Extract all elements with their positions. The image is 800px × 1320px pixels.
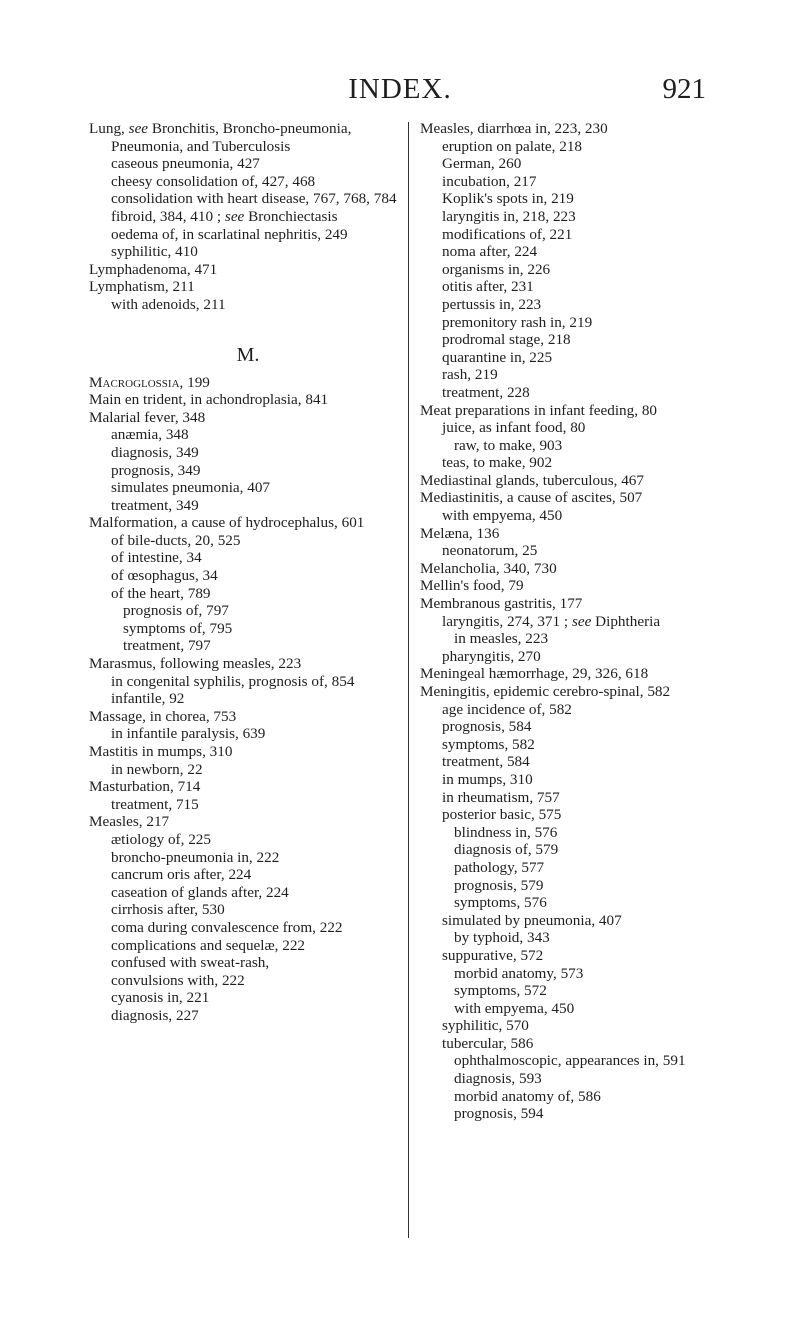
right-entries — [420, 120, 738, 1123]
index-entry: diagnosis, 227 — [111, 1006, 199, 1024]
index-entry: simulates pneumonia, 407 — [111, 479, 271, 497]
index-entry: suppurative, 572 — [442, 946, 544, 964]
index-entry: Malformation, a cause of hydrocephalus, 601 — [89, 514, 365, 532]
index-entry: with empyema, 450 — [442, 507, 563, 525]
index-entry: caseous pneumonia, 427 — [111, 155, 260, 173]
index-entry: of œsophagus, 34 — [111, 567, 218, 585]
index-entry: symptoms, 572 — [454, 982, 547, 1000]
index-entry: cancrum oris after, 224 — [111, 866, 252, 884]
index-entry: blindness in, 576 — [454, 823, 558, 841]
index-entry: in mumps, 310 — [442, 770, 533, 788]
index-entry: prognosis, 579 — [454, 876, 544, 894]
column-divider — [408, 122, 409, 1238]
index-entry: morbid anatomy of, 586 — [454, 1087, 601, 1105]
index-entry: premonitory rash in, 219 — [442, 313, 593, 331]
index-entry: of the heart, 789 — [111, 584, 211, 602]
index-entry: complications and sequelæ, 222 — [111, 936, 306, 954]
index-entry: cheesy consolidation of, 427, 468 — [111, 172, 316, 190]
index-entry: treatment, 228 — [442, 383, 530, 401]
index-entry: Mastitis in mumps, 310 — [89, 743, 233, 760]
index-entry: Mediastinal glands, tuberculous, 467 — [420, 471, 644, 489]
index-entry: Meningitis, epidemic cerebro-spinal, 582 — [420, 683, 671, 700]
index-entry: prognosis, 349 — [111, 461, 201, 479]
index-entry: rash, 219 — [442, 366, 498, 384]
index-entry: treatment, 797 — [123, 637, 211, 655]
left-column — [89, 120, 407, 1025]
index-entry: ophthalmoscopic, appearances in, 591 — [454, 1052, 686, 1070]
index-entry: in infantile paralysis, 639 — [111, 725, 266, 743]
entry-text-part: fibroid, 384, 410 ; — [111, 207, 225, 225]
index-entry: morbid anatomy, 573 — [454, 964, 584, 982]
index-entry: treatment, 715 — [111, 795, 199, 813]
index-entry: oedema of, in scarlatinal nephritis, 249 — [111, 225, 348, 243]
index-entry: Marasmus, following measles, 223 — [89, 655, 302, 673]
index-entry: with empyema, 450 — [454, 999, 575, 1017]
index-entry: prognosis of, 797 — [123, 602, 229, 620]
index-entry: teas, to make, 902 — [442, 454, 553, 472]
index-entry — [89, 208, 407, 226]
index-entry: symptoms of, 795 — [123, 619, 233, 637]
index-entry — [89, 120, 407, 155]
index-entry: consolidation with heart disease, 767, 768, 784 — [111, 190, 397, 208]
index-entry: caseation of glands after, 224 — [111, 883, 289, 901]
index-entry: Lymphadenoma, 471 — [89, 260, 218, 278]
index-entry: Measles, diarrhœa in, 223, 230 — [420, 120, 608, 137]
index-entry: simulated by pneumonia, 407 — [442, 911, 622, 929]
index-entry: symptoms, 576 — [454, 894, 547, 912]
index-entry: infantile, 92 — [111, 690, 185, 708]
index-entry: pertussis in, 223 — [442, 295, 542, 313]
index-entry: tubercular, 586 — [442, 1034, 534, 1052]
left-entries-m — [89, 374, 407, 1025]
index-entry: quarantine in, 225 — [442, 348, 553, 366]
index-entry — [89, 374, 407, 392]
index-entry: laryngitis in, 218, 223 — [442, 207, 576, 225]
index-entry: Measles, 217 — [89, 813, 170, 831]
index-entry: diagnosis of, 579 — [454, 841, 559, 859]
entry-text-part: see — [128, 120, 149, 137]
index-entry: Melæna, 136 — [420, 524, 500, 542]
index-entry: confused with sweat-rash, — [111, 954, 270, 972]
index-entry: cyanosis in, 221 — [111, 989, 210, 1007]
index-entry: prodromal stage, 218 — [442, 331, 571, 349]
left-entries-l — [89, 120, 407, 314]
index-entry: noma after, 224 — [442, 243, 538, 261]
index-entry: pathology, 577 — [454, 858, 545, 876]
index-entry: otitis after, 231 — [442, 278, 534, 296]
entry-text-part: see — [571, 612, 592, 630]
index-entry: eruption on palate, 218 — [442, 137, 583, 155]
index-entry: pharyngitis, 270 — [442, 647, 541, 665]
page-number: 921 — [662, 73, 706, 105]
index-entry: Lymphatism, 211 — [89, 278, 195, 296]
section-letter-m: M. — [236, 343, 260, 366]
entry-text-part: Bronchiectasis — [244, 207, 338, 225]
index-entry: Main en trident, in achondroplasia, 841 — [89, 391, 329, 409]
index-entry: coma during convalescence from, 222 — [111, 918, 343, 936]
entry-text-part: see — [224, 207, 245, 225]
index-entry: in congenital syphilis, prognosis of, 854 — [111, 672, 355, 690]
entry-text-part: , 199 — [179, 373, 210, 391]
index-entry: Malarial fever, 348 — [89, 408, 206, 426]
index-entry: diagnosis, 593 — [454, 1070, 542, 1088]
index-entry: in newborn, 22 — [111, 760, 203, 778]
index-entry: anæmia, 348 — [111, 426, 189, 444]
index-entry: Membranous gastritis, 177 — [420, 595, 583, 613]
index-entry: Masturbation, 714 — [89, 778, 201, 796]
index-entry: raw, to make, 903 — [454, 436, 563, 454]
right-column — [420, 120, 738, 1123]
index-entry: age incidence of, 582 — [442, 700, 572, 718]
index-entry: broncho-pneumonia in, 222 — [111, 848, 280, 866]
index-entry: syphilitic, 410 — [111, 243, 198, 261]
index-entry: Mediastinitis, a cause of ascites, 507 — [420, 489, 643, 507]
index-entry: treatment, 584 — [442, 753, 530, 771]
index-entry: diagnosis, 349 — [111, 443, 199, 461]
entry-text-part: Diphtheria — [591, 612, 661, 630]
index-entry: convulsions with, 222 — [111, 971, 245, 989]
index-entry: in measles, 223 — [454, 630, 549, 648]
index-entry: organisms in, 226 — [442, 260, 551, 278]
index-entry: Melancholia, 340, 730 — [420, 559, 557, 577]
index-entry: in rheumatism, 757 — [442, 788, 560, 806]
index-entry — [420, 613, 738, 631]
entry-text-part: Lung, — [89, 120, 129, 137]
entry-text-part: Bronchitis, Broncho-pneumonia, Pneumonia, and Tuberculosis — [111, 120, 352, 155]
index-entry: ætiology of, 225 — [111, 830, 211, 848]
index-entry: Meat preparations in infant feeding, 80 — [420, 401, 658, 419]
index-entry: posterior basic, 575 — [442, 806, 562, 824]
index-entry: Massage, in chorea, 753 — [89, 707, 237, 725]
entry-text-part: Macroglossia — [89, 373, 180, 391]
index-entry: Meningeal hæmorrhage, 29, 326, 618 — [420, 665, 649, 683]
index-entry: with adenoids, 211 — [111, 295, 226, 313]
index-entry: syphilitic, 570 — [442, 1017, 529, 1035]
index-entry: neonatorum, 25 — [442, 542, 538, 560]
entry-text-part: laryngitis, 274, 371 ; — [442, 612, 572, 630]
index-entry: German, 260 — [442, 155, 522, 173]
index-entry: Mellin's food, 79 — [420, 577, 524, 595]
index-entry: Koplik's spots in, 219 — [442, 190, 574, 208]
page-title: INDEX. — [348, 73, 452, 105]
index-entry: juice, as infant food, 80 — [442, 419, 586, 437]
index-entry: of intestine, 34 — [111, 549, 202, 567]
index-entry: modifications of, 221 — [442, 225, 573, 243]
index-entry: cirrhosis after, 530 — [111, 901, 225, 919]
index-entry: incubation, 217 — [442, 172, 537, 190]
index-entry: prognosis, 584 — [442, 718, 532, 736]
index-entry: by typhoid, 343 — [454, 929, 550, 947]
index-entry: prognosis, 594 — [454, 1105, 544, 1123]
index-entry: symptoms, 582 — [442, 735, 535, 753]
index-entry: of bile-ducts, 20, 525 — [111, 531, 241, 549]
index-entry: treatment, 349 — [111, 496, 199, 514]
